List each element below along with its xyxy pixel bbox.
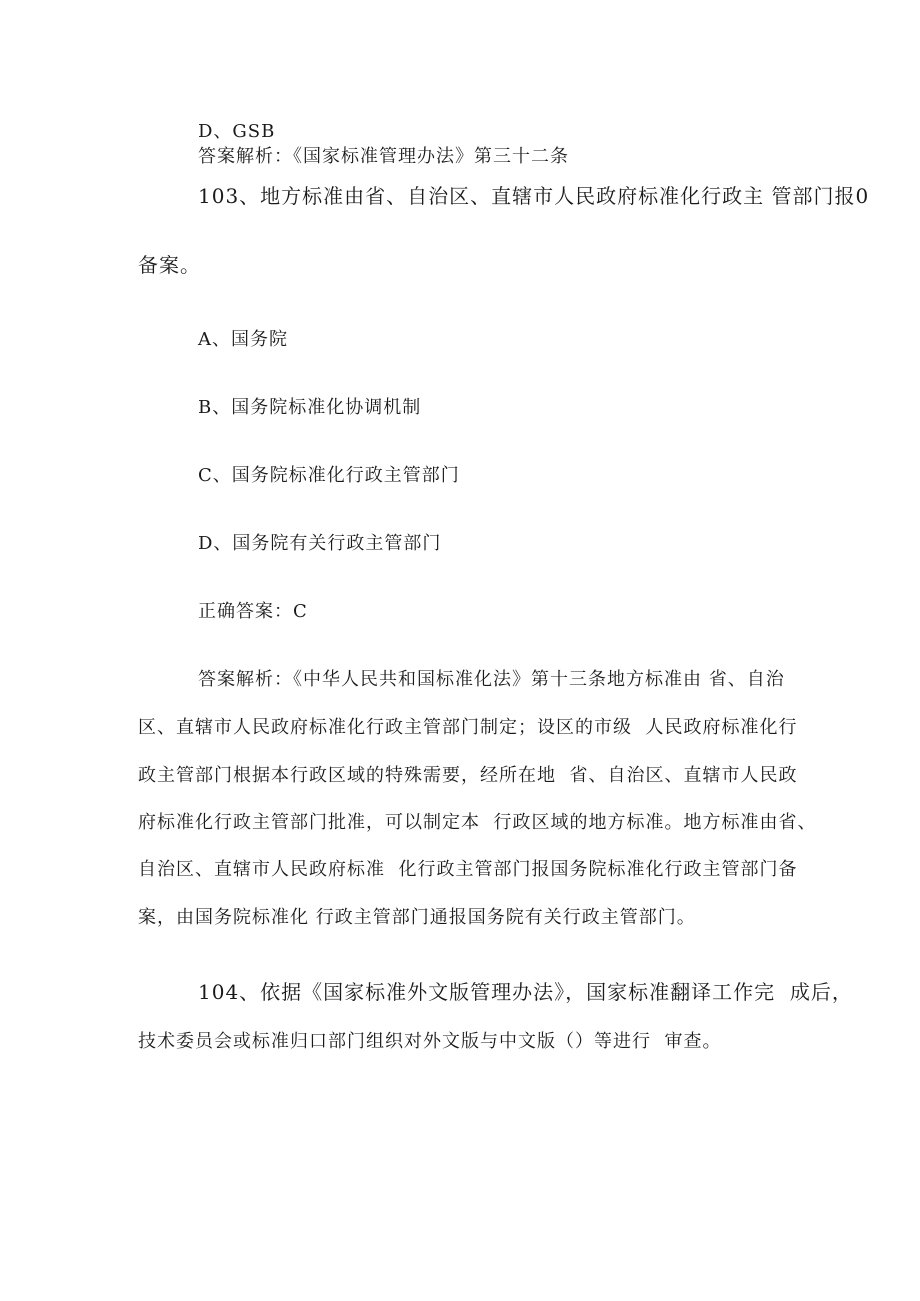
question-104-stem-cont: 技术委员会或标准归口部门组织对外文版与中文版（）等进行 审查。 [138, 1031, 722, 1052]
prev-analysis: 答案解析：《国家标准管理办法》第三十二条 [198, 146, 569, 167]
option-c: C、国务院标准化行政主管部门 [198, 465, 460, 486]
question-103-stem-cont: 备案。 [138, 253, 201, 277]
prev-option-d: D、GSB [198, 121, 276, 142]
correct-answer: 正确答案：C [198, 601, 308, 622]
analysis-line: 府标准化行政主管部门批准，可以制定本 行政区域的地方标准。地方标准由省、 [138, 812, 817, 833]
analysis-line: 区、直辖市人民政府标准化行政主管部门制定；设区的市级 人民政府标准化行 [138, 717, 798, 738]
option-a: A、国务院 [198, 329, 288, 350]
analysis-line: 政主管部门根据本行政区域的特殊需要，经所在地 省、自治区、直辖市人民政 [138, 765, 798, 786]
analysis-line: 自治区、直辖市人民政府标准 化行政主管部门报国务院标准化行政主管部门备 [138, 859, 798, 880]
analysis-line: 案，由国务院标准化 行政主管部门通报国务院有关行政主管部门。 [138, 907, 696, 928]
question-104-stem: 104、依据《国家标准外文版管理办法》，国家标准翻译工作完 成后， [198, 980, 853, 1004]
question-103-stem: 103、地方标准由省、自治区、直辖市人民政府标准化行政主 管部门报0 [198, 184, 870, 208]
option-b: B、国务院标准化协调机制 [198, 397, 422, 418]
option-d: D、国务院有关行政主管部门 [198, 533, 442, 554]
analysis-line: 答案解析：《中华人民共和国标准化法》第十三条地方标准由 省、自治 [198, 669, 785, 690]
